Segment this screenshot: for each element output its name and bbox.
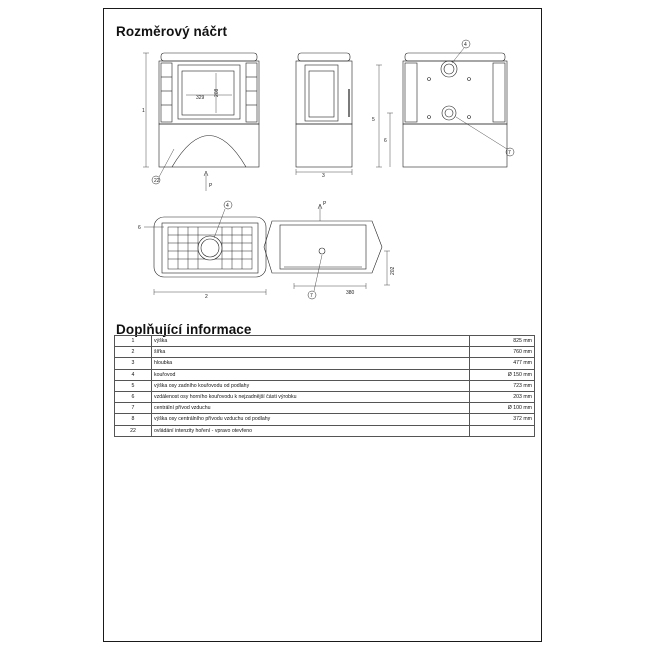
spec-value: 203 mm	[470, 391, 535, 402]
spec-label: šířka	[152, 347, 470, 358]
spec-number: 4	[115, 369, 152, 380]
back-tag-5: 5	[372, 117, 375, 123]
spec-value: 723 mm	[470, 380, 535, 391]
spec-value: Ø 100 mm	[470, 403, 535, 414]
spec-row	[115, 403, 535, 414]
specs-table	[114, 335, 535, 437]
spec-value	[470, 425, 535, 436]
back-tag-6: 6	[384, 138, 387, 144]
spec-number: 3	[115, 358, 152, 369]
spec-label: vzdálenost osy horního kouřovodu k nejzadnější části výrobku	[152, 391, 470, 402]
back-view	[376, 40, 514, 167]
top-width-tag: 2	[205, 294, 208, 300]
spec-value: 477 mm	[470, 358, 535, 369]
front-arrow: P	[209, 183, 213, 189]
spec-number: 6	[115, 391, 152, 402]
spec-value: 372 mm	[470, 414, 535, 425]
drawing-sheet	[103, 8, 542, 642]
dimension-drawings	[104, 9, 543, 329]
spec-number: 22	[115, 425, 152, 436]
spec-row	[115, 391, 535, 402]
spec-number: 7	[115, 403, 152, 414]
side-view	[296, 53, 352, 175]
front-height-tag: 1	[142, 108, 145, 114]
spec-number: 8	[115, 414, 152, 425]
spec-label: centrální přívod vzduchu	[152, 403, 470, 414]
spec-label: výška	[152, 336, 470, 347]
spec-number: 5	[115, 380, 152, 391]
back-tag-4: 4	[464, 42, 467, 48]
spec-row	[115, 369, 535, 380]
spec-label: výška osy centrálního přívodu vzduchu od podlahy	[152, 414, 470, 425]
spec-row	[115, 380, 535, 391]
spec-row	[115, 414, 535, 425]
spec-label: výška osy zadního kouřovodu od podlahy	[152, 380, 470, 391]
plan-view	[264, 204, 390, 299]
spec-number: 1	[115, 336, 152, 347]
spec-label: hloubka	[152, 358, 470, 369]
spec-row	[115, 425, 535, 436]
plan-tag-7: 7	[310, 293, 313, 299]
spec-value: 760 mm	[470, 347, 535, 358]
spec-value: 825 mm	[470, 336, 535, 347]
front-door-height: 208	[214, 88, 220, 97]
spec-value: Ø 150 mm	[470, 369, 535, 380]
front-callout: 22	[154, 178, 160, 184]
front-door-width: 329	[196, 95, 205, 101]
plan-arrow: P	[323, 201, 327, 207]
plan-width: 380	[346, 290, 355, 296]
plan-depth: 202	[390, 266, 396, 275]
info-title: Doplňující informace	[116, 322, 252, 337]
side-depth-tag: 3	[322, 173, 325, 179]
spec-row	[115, 336, 535, 347]
top-view	[144, 201, 266, 295]
top-tag-6: 6	[138, 225, 141, 231]
spec-number: 2	[115, 347, 152, 358]
top-tag-4: 4	[226, 203, 229, 209]
spec-row	[115, 358, 535, 369]
back-tag-7: 7	[508, 150, 511, 156]
front-view	[143, 53, 259, 191]
spec-label: ovládání intenzity hoření - vpravo otevřeno	[152, 425, 470, 436]
spec-row	[115, 347, 535, 358]
spec-label: kouřovod	[152, 369, 470, 380]
sketch-title: Rozměrový náčrt	[116, 24, 228, 39]
